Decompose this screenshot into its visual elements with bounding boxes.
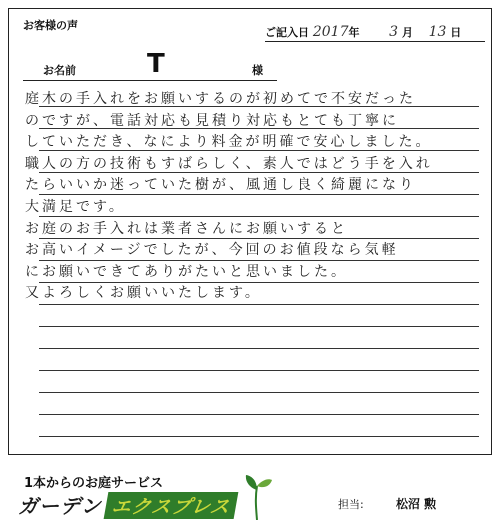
brand-logo <box>18 490 236 516</box>
comment-line: たらいいか迷っていた樹が、風通し良く綺麗になり <box>25 177 416 194</box>
date-year-unit: 年 <box>348 26 360 39</box>
comment-line: 又よろしくお願いいたします。 <box>25 285 262 302</box>
comment-line: お庭のお手入れは業者さんにお願いすると <box>25 220 348 237</box>
comment-line: していただき、なにより料金が明確で安心しました。 <box>25 134 433 151</box>
honorific: 様 <box>252 64 263 77</box>
date-month-unit: 月 <box>401 26 413 39</box>
rule-line <box>39 414 479 415</box>
customer-voice-form <box>8 8 492 455</box>
logo-text-express: エクスプレス <box>103 492 238 519</box>
date-underline <box>265 41 485 42</box>
date-day-unit: 日 <box>450 26 462 39</box>
customer-name: T <box>147 49 165 79</box>
logo-text-garden: ガーデン <box>18 494 102 518</box>
date-prefix: ご記入日 <box>265 26 309 39</box>
name-label: お名前 <box>43 64 76 77</box>
date-month: 3 <box>389 24 399 40</box>
comment-line: 職人の方の技術もすばらしく、素人ではどう手を入れ <box>25 155 433 172</box>
date-day: 13 <box>428 24 447 40</box>
staff-label: 担当: <box>338 498 364 511</box>
name-underline <box>23 80 277 81</box>
rule-line <box>39 370 479 371</box>
comment-line: のですが、電話対応も見積り対応もとても丁寧に <box>25 112 399 129</box>
handwritten-comment <box>25 89 495 305</box>
staff-name: 松沼 勲 <box>396 497 437 511</box>
entry-date <box>265 24 461 40</box>
rule-line <box>39 348 479 349</box>
service-tagline: 1本からのお庭サービス <box>24 476 164 491</box>
sprout-icon <box>240 470 274 520</box>
rule-line <box>39 436 479 437</box>
rule-line <box>39 326 479 327</box>
comment-line: 大満足です。 <box>25 198 126 215</box>
date-year: 2017 <box>312 24 349 40</box>
comment-line: お高いイメージでしたが、今回のお値段なら気軽 <box>25 242 399 259</box>
rule-line <box>39 392 479 393</box>
comment-line: 庭木の手入れをお願いするのが初めてで不安だった <box>25 91 416 107</box>
form-header-label: お客様の声 <box>23 19 78 32</box>
comment-line: にお願いできてありがたいと思いました。 <box>25 263 348 280</box>
